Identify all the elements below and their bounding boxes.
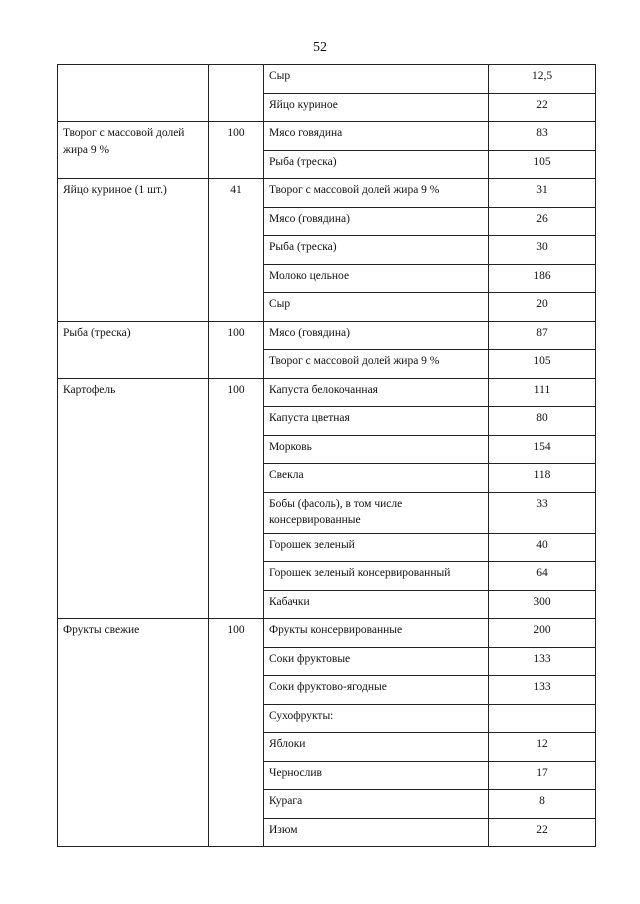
dried-fruits-heading: Сухофрукты: — [264, 704, 489, 733]
quantity-cell — [209, 65, 264, 122]
table-body — [58, 65, 596, 847]
replacement-name: Молоко цельное — [264, 264, 489, 293]
replacement-value: 133 — [489, 647, 596, 676]
replacement-name: Курага — [264, 790, 489, 819]
replacement-name: Соки фруктовые — [264, 647, 489, 676]
replacement-name: Сыр — [264, 293, 489, 322]
table-row — [58, 619, 596, 648]
replacement-value: 105 — [489, 150, 596, 179]
product-cell: Яйцо куриное (1 шт.) — [58, 179, 209, 322]
replacement-value: 87 — [489, 321, 596, 350]
table-row — [58, 122, 596, 151]
replacement-value: 133 — [489, 676, 596, 705]
table-row — [58, 378, 596, 407]
quantity-cell: 100 — [209, 321, 264, 378]
page-number: 52 — [313, 40, 327, 55]
replacement-value: 40 — [489, 533, 596, 562]
product-replacement-table — [57, 64, 596, 847]
replacement-name: Морковь — [264, 435, 489, 464]
replacement-value: 12,5 — [489, 65, 596, 94]
replacement-name: Соки фруктово-ягодные — [264, 676, 489, 705]
replacement-name: Капуста белокочанная — [264, 378, 489, 407]
replacement-value: 64 — [489, 562, 596, 591]
replacement-value: 186 — [489, 264, 596, 293]
replacement-value-empty — [489, 704, 596, 733]
replacement-value: 83 — [489, 122, 596, 151]
replacement-name: Рыба (треска) — [264, 236, 489, 265]
replacement-value: 154 — [489, 435, 596, 464]
replacement-name: Творог с массовой долей жира 9 % — [264, 179, 489, 208]
replacement-name: Творог с массовой долей жира 9 % — [264, 350, 489, 379]
table-row — [58, 179, 596, 208]
replacement-value: 200 — [489, 619, 596, 648]
product-cell — [58, 65, 209, 122]
replacement-value: 17 — [489, 761, 596, 790]
replacement-value: 26 — [489, 207, 596, 236]
replacement-value: 33 — [489, 492, 596, 533]
replacement-name: Свекла — [264, 464, 489, 493]
replacement-name: Мясо (говядина) — [264, 207, 489, 236]
replacement-value: 12 — [489, 733, 596, 762]
quantity-cell: 100 — [209, 619, 264, 847]
replacement-name: Кабачки — [264, 590, 489, 619]
replacement-value: 22 — [489, 818, 596, 847]
replacement-value: 8 — [489, 790, 596, 819]
replacement-value: 22 — [489, 93, 596, 122]
replacement-name: Горошек зеленый — [264, 533, 489, 562]
replacement-name: Яблоки — [264, 733, 489, 762]
product-cell: Рыба (треска) — [58, 321, 209, 378]
replacement-name: Капуста цветная — [264, 407, 489, 436]
replacement-name: Рыба (треска) — [264, 150, 489, 179]
replacement-value: 30 — [489, 236, 596, 265]
replacement-value: 111 — [489, 378, 596, 407]
replacement-name: Мясо говядина — [264, 122, 489, 151]
quantity-cell: 100 — [209, 122, 264, 179]
replacement-name: Мясо (говядина) — [264, 321, 489, 350]
replacement-value: 31 — [489, 179, 596, 208]
replacement-name: Чернослив — [264, 761, 489, 790]
replacement-name: Фрукты консервированные — [264, 619, 489, 648]
replacement-value: 118 — [489, 464, 596, 493]
quantity-cell: 41 — [209, 179, 264, 322]
replacement-name: Яйцо куриное — [264, 93, 489, 122]
replacement-value: 20 — [489, 293, 596, 322]
replacement-value: 80 — [489, 407, 596, 436]
product-cell: Картофель — [58, 378, 209, 619]
table-row — [58, 321, 596, 350]
table-row — [58, 65, 596, 94]
product-cell: Фрукты свежие — [58, 619, 209, 847]
replacement-value: 105 — [489, 350, 596, 379]
replacement-name: Сыр — [264, 65, 489, 94]
replacement-value: 300 — [489, 590, 596, 619]
replacement-name: Горошек зеленый консервированный — [264, 562, 489, 591]
replacement-name: Бобы (фасоль), в том числе консервированные — [264, 492, 489, 533]
product-cell: Творог с массовой долей жира 9 % — [58, 122, 209, 179]
quantity-cell: 100 — [209, 378, 264, 619]
replacement-name: Изюм — [264, 818, 489, 847]
